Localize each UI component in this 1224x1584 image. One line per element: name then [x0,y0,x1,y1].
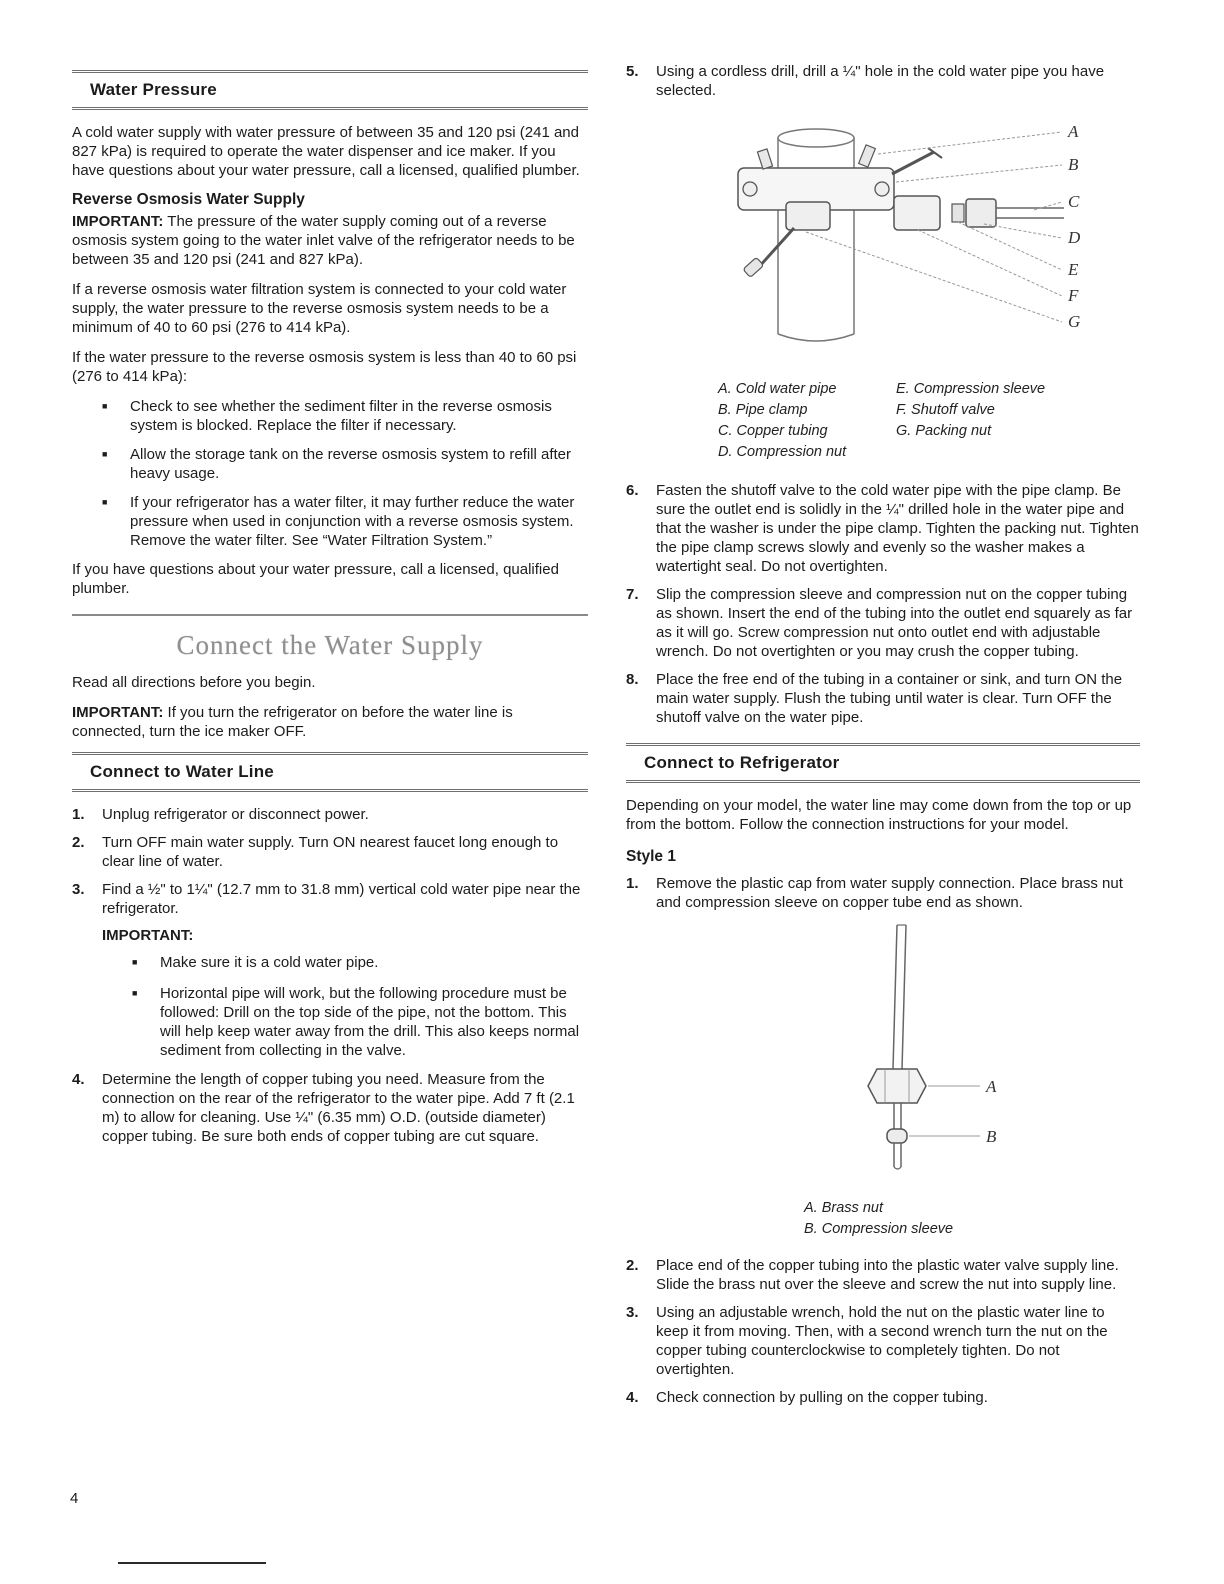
style-1-heading: Style 1 [626,848,676,865]
water-pressure-title: Water Pressure [90,80,217,99]
connect-to-refrigerator-title: Connect to Refrigerator [644,753,840,772]
reverse-osmosis-subheading: Reverse Osmosis Water Supply [72,191,305,208]
step-number: 1. [626,875,639,892]
legend-entry: E. Compression sleeve [896,381,1046,397]
step-text: Find a ½" to 1¼" (12.7 mm to 31.8 mm) vertical cold water pipe near the refrigerator. [102,881,581,917]
step-number: 4. [72,1071,85,1088]
install-steps-6-8 [626,481,1140,727]
diagram2-label-b: B [986,1127,997,1146]
square-bullet-icon [102,397,130,435]
left-column [72,70,588,1155]
reverse-osmosis-paragraph-2: If a reverse osmosis water filtration system is connected to your cold water supply, the water pressure to the reverse osmosis system needs to be a minimum of 40 to 60 psi (276 to 414 kPa). [72,281,567,336]
numbered-step [72,1070,588,1146]
step-3-bullet-list [132,953,588,1060]
brass-nut-diagram [744,921,1140,1194]
step-number: 8. [626,671,639,688]
water-pressure-bullet-list [102,397,588,550]
diagram1-legend-column-2 [896,379,1045,463]
brass-nut-illustration [744,921,1044,1189]
bullet-text: If your refrigerator has a water filter, it may further reduce the water pressure when used in conjunction with a reverse osmosis system. Remove the water filter. See “Water Filtration System.” [130,494,575,549]
step-number: 3. [72,881,85,898]
numbered-step [72,880,588,918]
bullet-text: Horizontal pipe will work, but the following procedure must be followed: Drill on the top side of the pipe, not the bottom. This will help keep water away from the drill. This also keeps normal sediment from collecting in the valve. [160,985,580,1059]
legend-entry: A. Cold water pipe [718,381,837,397]
valve-assembly-diagram [666,112,1140,369]
legend-entry: F. Shutoff valve [896,402,995,418]
bullet-item [132,984,588,1060]
step-text: Unplug refrigerator or disconnect power. [102,806,369,823]
legend-entry: D. Compression nut [718,444,847,460]
diagram1-legend [718,379,1140,463]
step-text: Turn OFF main water supply. Turn ON nearest faucet long enough to clear line of water. [102,834,559,870]
valve-assembly-illustration [666,112,1106,364]
step-number: 7. [626,586,639,603]
page-number: 4 [70,1490,79,1507]
numbered-step [626,874,1140,912]
section-heading-connect-to-refrigerator [626,743,1140,783]
numbered-step [626,1256,1140,1294]
important-text: The pressure of the water supply coming out of a reverse osmosis system going to the water inlet valve of the refrigerator needs to be between 35 and 120 psi (241 and 827 kPa). [72,213,575,268]
numbered-step [626,1303,1140,1379]
diagram1-label-d: D [1068,228,1081,247]
bullet-item [102,493,588,550]
bullet-item [102,445,588,483]
step-number: 1. [72,806,85,823]
section-heading-connect-water-line [72,752,588,792]
legend-entry: G. Packing nut [896,423,992,439]
diagram1-label-c: C [1068,192,1080,211]
connect-water-line-steps [72,805,588,1146]
numbered-step [626,585,1140,661]
bullet-item [102,397,588,435]
legend-entry: C. Copper tubing [718,423,828,439]
bullet-text: Allow the storage tank on the reverse osmosis system to refill after heavy usage. [130,446,572,482]
reverse-osmosis-paragraph-3: If the water pressure to the reverse osmosis system is less than 40 to 60 psi (276 to 414 kPa): [72,349,577,385]
diagram1-label-e: E [1068,260,1079,279]
square-bullet-icon [102,445,130,483]
connect-refrigerator-intro: Depending on your model, the water line may come down from the top or up from the bottom. Follow the connection instructions for your model. [626,797,1132,833]
legend-entry: B. Compression sleeve [804,1221,954,1237]
important-label: IMPORTANT: [72,213,164,230]
numbered-step [72,805,588,824]
connect-supply-intro: Read all directions before you begin. [72,674,316,691]
numbered-step [626,481,1140,576]
water-pressure-paragraph: A cold water supply with water pressure of between 35 and 120 psi (241 and 827 kPa) is required to operate the water dispenser and ice maker. If you have questions about your water pressure, call a licensed, qualified plumber. [72,124,580,179]
connect-supply-important [72,703,588,741]
diagram1-label-g: G [1068,312,1081,331]
step-text: Place end of the copper tubing into the plastic water valve supply line. Slide the brass nut over the sleeve and screw the nut into supply line. [656,1257,1119,1293]
step-number: 6. [626,482,639,499]
step-number: 5. [626,63,639,80]
square-bullet-icon [102,493,130,550]
step-text: Using a cordless drill, drill a ¼" hole in the cold water pipe you have selected. [656,63,1105,99]
section-heading-water-pressure [72,70,588,110]
connect-water-supply-title: Connect the Water Supply [176,630,484,660]
legend-entry: B. Pipe clamp [718,402,808,418]
step-text: Using an adjustable wrench, hold the nut on the plastic water line to keep it from moving. Then, with a second wrench turn the nut on the copper tubing counterclockwise to completely tighten. Do not overtighten. [656,1304,1108,1378]
step-text: Slip the compression sleeve and compression nut on the copper tubing as shown. Insert the end of the tubing into the outlet end squarely as far as it will go. Screw compression nut onto outlet end with adjustable wrench. Do not overtighten or you may crush the copper tubing. [656,586,1133,660]
numbered-step [72,833,588,871]
numbered-step [626,670,1140,727]
square-bullet-icon [132,953,160,974]
section-divider [72,614,588,616]
legend-entry: A. Brass nut [804,1200,883,1216]
style1-steps-2-4 [626,1256,1140,1407]
bullet-item [132,953,588,974]
diagram1-label-a: A [1068,122,1079,141]
bottom-registration-mark [118,1562,266,1564]
bullet-text: Make sure it is a cold water pipe. [160,954,379,971]
step-number: 4. [626,1389,639,1406]
diagram1-legend-column-1 [718,379,896,463]
reverse-osmosis-important [72,212,588,269]
step-text: Fasten the shutoff valve to the cold water pipe with the pipe clamp. Be sure the outlet end is solidly in the ¼" drilled hole in the water pipe and that the washer is under the pipe clamp. Tighten the packing nut. Tighten the pipe clamp screws slowly and evenly so the washer makes a watertight seal. Do not overtighten. [656,482,1139,575]
diagram2-legend [804,1198,1140,1240]
step-number: 2. [626,1257,639,1274]
right-column [626,62,1140,1416]
important-text: If you turn the refrigerator on before the water line is connected, turn the ice maker OFF. [72,704,513,740]
diagram1-label-f: F [1068,286,1079,305]
square-bullet-icon [132,984,160,1060]
step-number: 2. [72,834,85,851]
connect-water-line-title: Connect to Water Line [90,762,274,781]
step-3-important-block [102,927,588,1060]
numbered-step [626,62,1140,100]
step-text: Place the free end of the tubing in a container or sink, and turn ON the main water supply. Flush the tubing until water is clear. Turn OFF the shutoff valve on the water pipe. [656,671,1123,726]
diagram1-label-b: B [1068,155,1079,174]
bullet-text: Check to see whether the sediment filter in the reverse osmosis system is blocked. Replace the filter if necessary. [130,398,552,434]
step-text: Remove the plastic cap from water supply connection. Place brass nut and compression sleeve on copper tube end as shown. [656,875,1123,911]
step-number: 3. [626,1304,639,1321]
water-pressure-paragraph-4: If you have questions about your water pressure, call a licensed, qualified plumber. [72,561,559,597]
numbered-step [626,1388,1140,1407]
important-label: IMPORTANT: [102,927,194,944]
important-label: IMPORTANT: [72,704,164,721]
diagram2-label-a: A [986,1077,997,1096]
step-text: Determine the length of copper tubing you need. Measure from the connection on the rear of the refrigerator to the water pipe. Add 7 ft (2.1 m) to allow for cleaning. Use ¼" (6.35 mm) O.D. (outside diameter) copper tubing. Be sure both ends of copper tubing are cut square. [102,1071,575,1145]
step-text: Check connection by pulling on the copper tubing. [656,1389,988,1406]
